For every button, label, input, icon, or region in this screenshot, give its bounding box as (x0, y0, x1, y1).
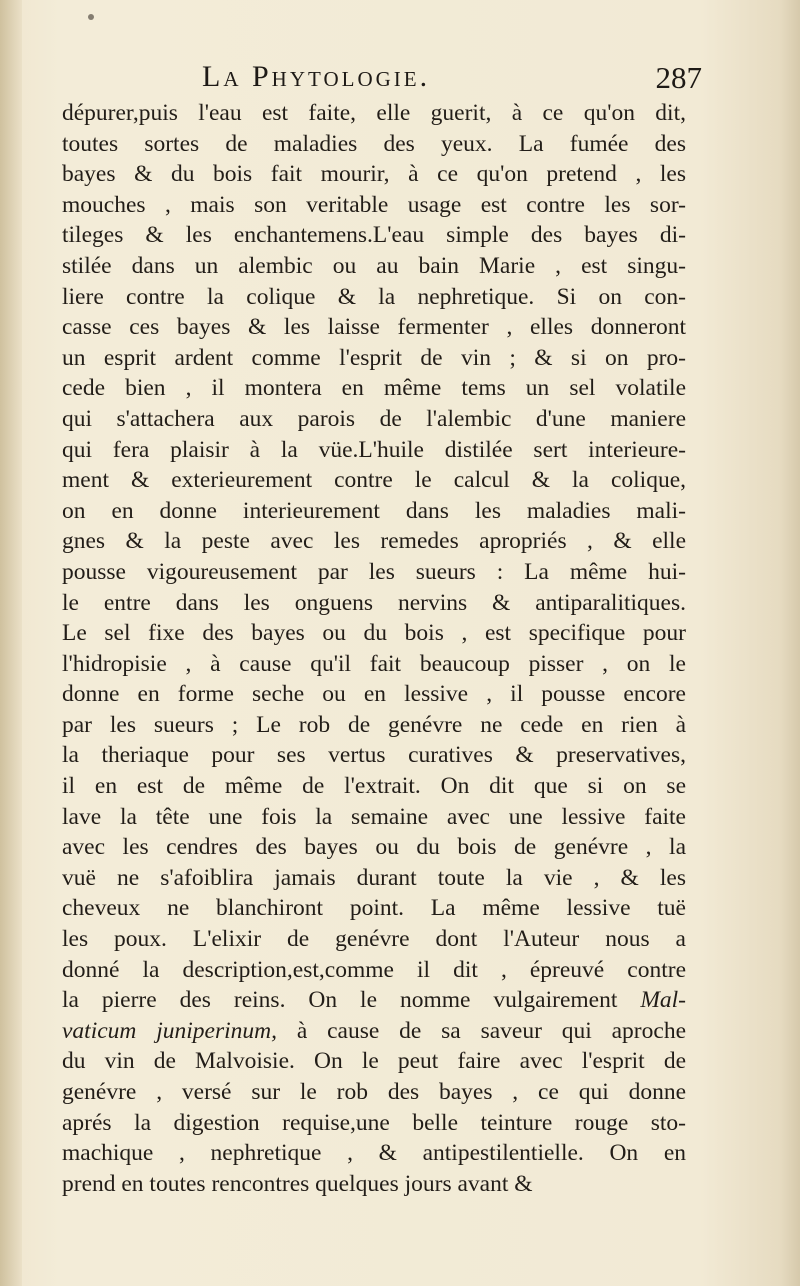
paper-speck (88, 14, 94, 20)
text-line: vuë ne s'afoiblira jamais durant toute la vie , & les (62, 864, 686, 891)
text-line: l'hidropisie , à cause qu'il fait beaucoup pisser , on le (62, 650, 686, 677)
text-line: genévre , versé sur le rob des bayes , ce qui donne (62, 1079, 686, 1105)
text-segment: à cause de sa saveur qui aproche (277, 1017, 686, 1044)
text-line: avec les cendres des bayes ou du bois de genévre , la (62, 834, 686, 861)
text-line: par les sueurs ; Le rob de genévre ne cede en rien à (62, 711, 686, 738)
text-line: prend en toutes rencontres quelques jours avant & (62, 1170, 533, 1197)
text-line: dépurer,puis l'eau est faite, elle guerit, à ce qu'on dit, (62, 100, 686, 126)
text-line: Le sel fixe des bayes ou du bois , est specifique pour (62, 620, 686, 647)
running-title: La Phytologie. (202, 60, 431, 93)
italic-term: vaticum juniperinum, (62, 1017, 277, 1044)
text-line: ment & exterieurement contre le calcul & la colique, (62, 467, 686, 494)
text-line: du vin de Malvoisie. On le peut faire avec l'esprit de (62, 1048, 686, 1075)
text-segment: la pierre des reins. On le nomme vulgairement (62, 987, 618, 1014)
text-line: lave la tête une fois la semaine avec une lessive faite (62, 803, 686, 830)
page-number: 287 (655, 60, 702, 95)
text-line: bayes & du bois fait mourir, à ce qu'on pretend , les (62, 161, 686, 188)
binding-shadow (0, 0, 22, 1286)
text-line: mouches , mais son veritable usage est contre les sor- (62, 191, 686, 218)
text-line: il en est de même de l'extrait. On dit que si on se (62, 773, 686, 800)
text-line: casse ces bayes & les laisse fermenter , elles donneront (62, 314, 686, 341)
text-line: toutes sortes de maladies des yeux. La fumée des (62, 130, 686, 157)
text-line-with-italic (62, 985, 686, 1016)
text-line: le entre dans les onguens nervins & antiparalitiques. (62, 589, 686, 616)
text-line: aprés la digestion requise,une belle teinture rouge sto- (62, 1109, 686, 1136)
text-line-with-italic (62, 1016, 686, 1047)
text-line: pousse vigoureusement par les sueurs : La même hui- (62, 558, 686, 585)
text-line: donné la description,est,comme il dit , épreuvé contre (62, 956, 686, 983)
text-line: un esprit ardent comme l'esprit de vin ; & si on pro- (62, 344, 686, 371)
body-text (62, 98, 686, 1199)
text-line: qui s'attachera aux parois de l'alembic d'une maniere (62, 405, 686, 432)
text-line: liere contre la colique & la nephretique. Si on con- (62, 283, 686, 310)
italic-term: Mal- (640, 987, 687, 1014)
text-line: la theriaque pour ses vertus curatives & preservatives, (62, 742, 686, 769)
text-line: cede bien , il montera en même tems un sel volatile (62, 375, 686, 402)
text-line: machique , nephretique , & antipestilentielle. On en (62, 1140, 686, 1167)
text-line: on en donne interieurement dans les maladies mali- (62, 497, 686, 524)
running-head (62, 58, 702, 102)
text-line: qui fera plaisir à la vüe.L'huile distilée sert interieure- (62, 436, 686, 463)
text-line: stilée dans un alembic ou au bain Marie , est singu- (62, 252, 686, 279)
text-line: les poux. L'elixir de genévre dont l'Auteur nous a (62, 926, 686, 953)
text-line: gnes & la peste avec les remedes apropriés , & elle (62, 528, 686, 555)
text-line: cheveux ne blanchiront point. La même lessive tuë (62, 895, 686, 922)
text-line: tileges & les enchantemens.L'eau simple des bayes di- (62, 222, 686, 249)
text-line: donne en forme seche ou en lessive , il pousse encore (62, 681, 686, 708)
